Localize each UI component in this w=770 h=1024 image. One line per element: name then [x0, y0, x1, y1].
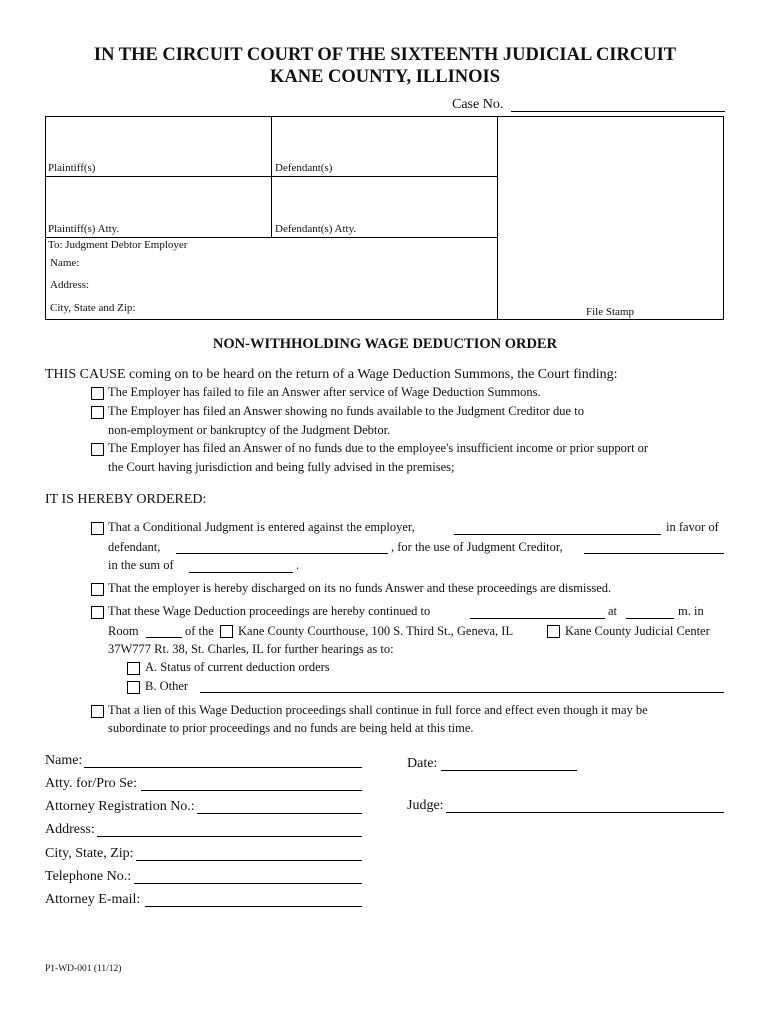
judicial-center-address: 37W777 Rt. 38, St. Charles, IL for further hearings as to:: [108, 642, 394, 656]
case-no-label: Case No.: [452, 97, 504, 112]
finding-1-text: The Employer has failed to file an Answer after service of Wage Deduction Summons.: [108, 385, 541, 399]
finding-3-checkbox[interactable]: [91, 443, 104, 456]
sig-atty-for-label: Atty. for/Pro Se:: [45, 776, 138, 791]
findings-intro: THIS CAUSE coming on to be heard on the return of a Wage Deduction Summons, the Court finding:: [45, 367, 618, 382]
order-title: NON-WITHHOLDING WAGE DEDUCTION ORDER: [212, 336, 558, 352]
lien-text-cont: subordinate to prior proceedings and no funds are being held at this time.: [108, 721, 474, 735]
sig-email-label: Attorney E-mail:: [45, 892, 141, 907]
courthouse-text: Kane County Courthouse, 100 S. Third St., Geneva, IL: [238, 624, 514, 638]
continued-text: That these Wage Deduction proceedings are hereby continued to: [108, 604, 431, 618]
employer-city-label: City, State and Zip:: [50, 302, 136, 314]
caption-row-line: [45, 176, 497, 177]
of-the-label: of the: [185, 624, 214, 638]
cj-defendant-label: defendant,: [108, 540, 161, 554]
sig-address-field[interactable]: [97, 836, 362, 837]
cj-period: .: [296, 558, 300, 572]
date-label: Date:: [407, 756, 438, 771]
discharged-checkbox[interactable]: [91, 583, 104, 596]
continued-time-field[interactable]: [626, 618, 674, 619]
sig-reg-field[interactable]: [197, 813, 362, 814]
employer-address-label: Address:: [50, 279, 90, 291]
cj-text-1: That a Conditional Judgment is entered against the employer,: [108, 520, 415, 534]
cj-creditor-label: , for the use of Judgment Creditor,: [391, 540, 563, 554]
sig-atty-for-field[interactable]: [141, 790, 362, 791]
finding-3-text-cont: the Court having jurisdiction and being fully advised in the premises;: [108, 460, 455, 474]
judge-label: Judge:: [407, 798, 444, 813]
sig-phone-label: Telephone No.:: [45, 869, 132, 884]
employer-field[interactable]: [454, 534, 661, 535]
finding-2-text: The Employer has filed an Answer showing no funds available to the Judgment Creditor due to: [108, 404, 584, 418]
caption-row-line: [45, 237, 497, 238]
judge-field[interactable]: [446, 812, 724, 813]
conditional-judgment-checkbox[interactable]: [91, 522, 104, 535]
sig-name-field[interactable]: [84, 767, 362, 768]
room-label: Room: [108, 624, 139, 638]
date-field[interactable]: [441, 770, 577, 771]
finding-2-checkbox[interactable]: [91, 406, 104, 419]
continued-checkbox[interactable]: [91, 606, 104, 619]
judicial-center-text: Kane County Judicial Center: [565, 624, 710, 638]
continued-m-in: m. in: [678, 604, 704, 618]
form-id: P1-WD-001 (11/12): [45, 964, 122, 974]
other-checkbox[interactable]: [127, 681, 140, 694]
sig-phone-field[interactable]: [134, 883, 362, 884]
sig-reg-label: Attorney Registration No.:: [45, 799, 195, 814]
defendants-label: Defendant(s): [275, 162, 333, 174]
lien-text: That a lien of this Wage Deduction proceedings shall continue in full force and effect even though it may be: [108, 703, 648, 717]
courthouse-checkbox[interactable]: [220, 625, 233, 638]
sum-field[interactable]: [189, 572, 293, 573]
other-text: B. Other: [145, 679, 189, 693]
judicial-center-checkbox[interactable]: [547, 625, 560, 638]
continued-at: at: [608, 604, 618, 618]
ordered-label: IT IS HEREBY ORDERED:: [45, 492, 207, 507]
plaintiffs-atty-label: Plaintiff(s) Atty.: [48, 223, 120, 235]
sig-address-label: Address:: [45, 822, 95, 837]
employer-name-label: Name:: [50, 257, 80, 269]
sig-email-field[interactable]: [145, 906, 362, 907]
employer-label: To: Judgment Debtor Employer: [48, 239, 188, 251]
continued-date-field[interactable]: [470, 618, 605, 619]
sig-name-label: Name:: [45, 753, 83, 768]
plaintiffs-label: Plaintiff(s): [48, 162, 96, 174]
status-text: A. Status of current deduction orders: [145, 660, 330, 674]
finding-3-text: The Employer has filed an Answer of no funds due to the employee's insufficient income or prior support or: [108, 441, 649, 455]
judgment-creditor-field[interactable]: [584, 553, 724, 554]
room-field[interactable]: [146, 637, 182, 638]
status-checkbox[interactable]: [127, 662, 140, 675]
file-stamp-label: File Stamp: [586, 306, 634, 318]
discharged-text: That the employer is hereby discharged on its no funds Answer and these proceedings are dismissed.: [108, 581, 612, 595]
county-title: KANE COUNTY, ILLINOIS: [269, 67, 501, 87]
cj-sum-label: in the sum of: [108, 558, 174, 572]
finding-2-text-cont: non-employment or bankruptcy of the Judgment Debtor.: [108, 423, 391, 437]
sig-city-label: City, State, Zip:: [45, 846, 134, 861]
caption-box: [45, 116, 724, 320]
defendants-atty-label: Defendant(s) Atty.: [275, 223, 357, 235]
stamp-divider: [497, 116, 498, 320]
cj-in-favor: in favor of: [666, 520, 719, 534]
other-field[interactable]: [200, 692, 724, 693]
sig-city-field[interactable]: [136, 860, 362, 861]
case-no-field[interactable]: [511, 111, 725, 112]
defendant-field[interactable]: [176, 553, 388, 554]
lien-checkbox[interactable]: [91, 705, 104, 718]
finding-1-checkbox[interactable]: [91, 387, 104, 400]
court-title: IN THE CIRCUIT COURT OF THE SIXTEENTH JUDICIAL CIRCUIT: [93, 45, 677, 65]
